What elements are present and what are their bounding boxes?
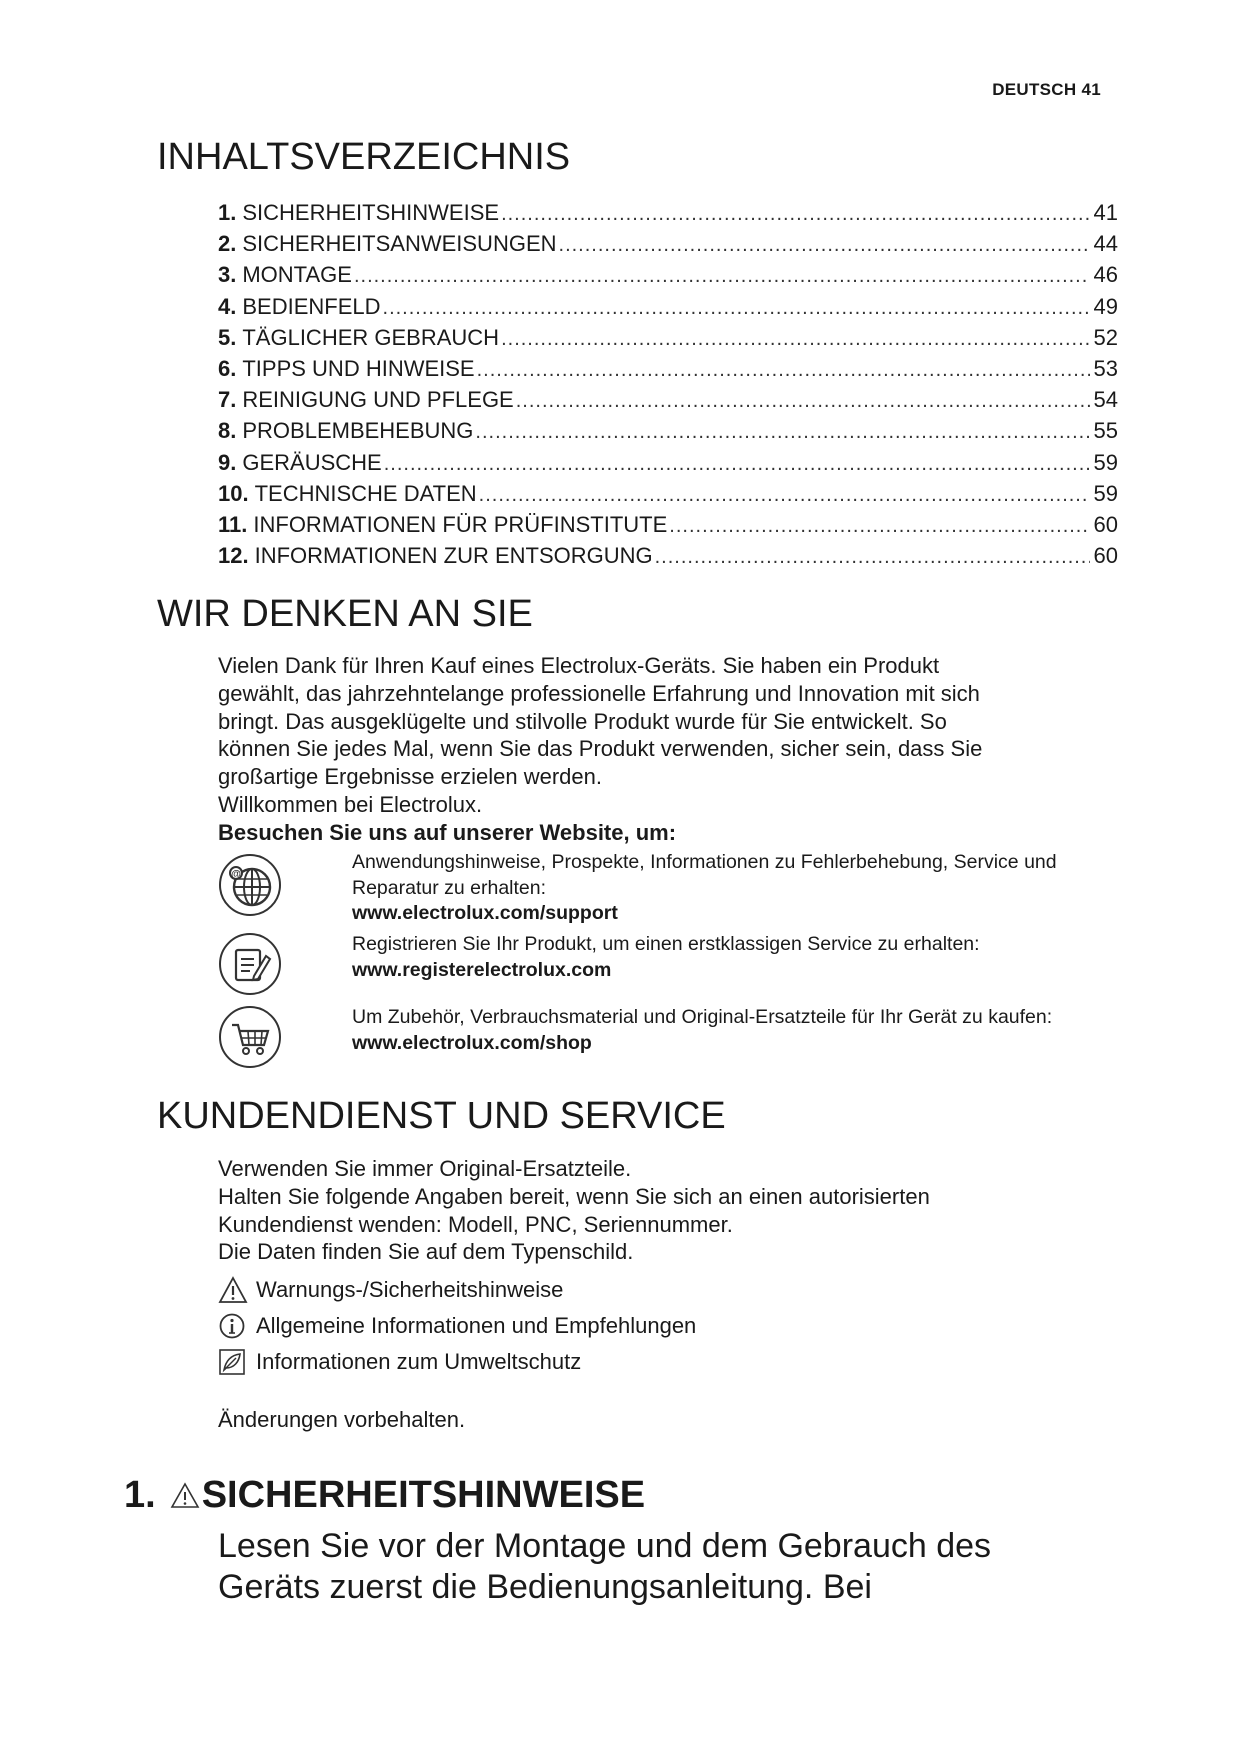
toc-item-page: 46 (1093, 262, 1118, 288)
toc-item-title: INFORMATIONEN ZUR ENTSORGUNG (254, 543, 653, 569)
thinking-line: Vielen Dank für Ihren Kauf eines Electrolux-Geräts. Sie haben ein Produkt (218, 653, 940, 678)
cart-icon (218, 1005, 282, 1069)
visit-heading: Besuchen Sie uns auf unserer Website, um: (218, 819, 677, 845)
web-support-text (352, 850, 1132, 927)
service-line: Halten Sie folgende Angaben bereit, wenn Sie sich an einen autorisierten (218, 1183, 930, 1209)
toc-item[interactable] (218, 292, 1118, 323)
page-header-language: DEUTSCH 41 (992, 80, 1101, 99)
toc-leader-dots (384, 449, 1090, 479)
toc-item-title: MONTAGE (242, 262, 352, 288)
globe-icon (218, 853, 282, 917)
shop-link[interactable]: www.electrolux.com/shop (352, 1031, 592, 1054)
toc-item[interactable] (218, 541, 1118, 572)
service-line: Kundendienst wenden: Modell, PNC, Seriennummer. (218, 1211, 733, 1237)
intro-line: Geräts zuerst die Bedienungsanleitung. Bei (218, 1568, 872, 1606)
section-1-title (124, 1476, 645, 1514)
toc-item-title: SICHERHEITSHINWEISE (242, 200, 500, 225)
service-line: Die Daten finden Sie auf dem Typenschild. (218, 1239, 634, 1265)
legend-info-label: Allgemeine Informationen und Empfehlungen (256, 1313, 697, 1338)
toc-item-page: 53 (1093, 356, 1118, 382)
toc-item-number: 1. (218, 200, 237, 225)
toc-item[interactable] (218, 323, 1118, 354)
toc-item-number: 11. (218, 512, 248, 538)
toc-title: INHALTSVERZEICHNIS (157, 136, 571, 178)
legend-warning (218, 1272, 696, 1308)
toc-item[interactable] (218, 198, 1118, 229)
toc-item-number: 5. (218, 324, 237, 350)
web-shop-text (352, 1005, 1132, 1056)
legend-warning-label: Warnungs-/Sicherheitshinweise (256, 1277, 564, 1302)
section-1-intro (218, 1526, 1118, 1608)
toc-item-title: PROBLEMBEHEBUNG (242, 418, 474, 444)
info-icon (218, 1312, 248, 1340)
warning-icon (170, 1481, 200, 1509)
web-shop-description: Um Zubehör, Verbrauchsmaterial und Original-Ersatzteile für Ihr Gerät zu kaufen: (352, 1006, 1053, 1028)
toc-item-page: 54 (1093, 387, 1118, 413)
change-notice: Änderungen vorbehalten. (218, 1407, 466, 1432)
support-link[interactable]: www.electrolux.com/support (352, 902, 618, 924)
toc-item-number: 8. (218, 418, 237, 444)
toc-leader-dots (501, 324, 1090, 354)
toc-item-number: 4. (218, 293, 237, 319)
register-link[interactable]: www.registerelectrolux.com (352, 958, 612, 981)
table-of-contents (218, 198, 1118, 572)
toc-leader-dots (383, 293, 1090, 323)
warning-icon (218, 1276, 248, 1304)
toc-item-number: 3. (218, 262, 237, 288)
legend-environment (218, 1344, 696, 1380)
toc-item[interactable] (218, 416, 1118, 447)
toc-item-page: 60 (1093, 512, 1118, 538)
toc-item[interactable] (218, 354, 1118, 385)
toc-item-page: 55 (1093, 418, 1118, 444)
toc-item-number: 10. (218, 480, 249, 506)
section-title-text: SICHERHEITSHINWEISE (201, 1474, 646, 1516)
toc-item-number: 12. (218, 543, 249, 569)
leaf-icon (218, 1348, 248, 1376)
toc-item-page: 59 (1093, 449, 1118, 475)
intro-line: Lesen Sie vor der Montage und dem Gebrauch des (218, 1527, 992, 1565)
web-register-text (352, 932, 1132, 983)
toc-item[interactable] (218, 479, 1118, 510)
service-title: KUNDENDIENST UND SERVICE (157, 1095, 726, 1137)
toc-item[interactable] (218, 510, 1118, 541)
toc-leader-dots (354, 261, 1090, 291)
thinking-title: WIR DENKEN AN SIE (157, 593, 533, 635)
thinking-text (218, 652, 1098, 847)
toc-item-title: INFORMATIONEN FÜR PRÜFINSTITUTE (253, 512, 668, 538)
toc-leader-dots (475, 417, 1090, 447)
service-line: Verwenden Sie immer Original-Ersatzteile. (218, 1156, 632, 1181)
toc-item-title: SICHERHEITSANWEISUNGEN (242, 231, 557, 257)
toc-item-page: 59 (1093, 480, 1118, 506)
thinking-line: gewählt, das jahrzehntelange professionelle Erfahrung und Innovation mit sich (218, 680, 980, 706)
toc-item-number: 6. (218, 356, 237, 382)
legend-environment-label: Informationen zum Umweltschutz (256, 1349, 582, 1374)
toc-item[interactable] (218, 448, 1118, 479)
toc-item-number: 7. (218, 387, 237, 413)
toc-item[interactable] (218, 385, 1118, 416)
toc-item[interactable] (218, 229, 1118, 260)
toc-leader-dots (477, 355, 1090, 385)
thinking-line: können Sie jedes Mal, wenn Sie das Produkt verwenden, sicher sein, dass Sie (218, 736, 983, 762)
toc-item-title: TECHNISCHE DATEN (254, 480, 477, 506)
toc-item-page: 41 (1093, 200, 1118, 225)
toc-leader-dots (559, 230, 1090, 260)
toc-leader-dots (501, 199, 1090, 229)
web-support-description: Anwendungshinweise, Prospekte, Informationen zu Fehlerbehebung, Service und Reparatur zu erhalten: (352, 851, 1057, 899)
symbol-legend (218, 1272, 696, 1380)
toc-item-page: 52 (1093, 324, 1118, 350)
toc-item-page: 44 (1093, 231, 1118, 257)
toc-item-number: 2. (218, 231, 237, 257)
web-register-description: Registrieren Sie Ihr Produkt, um einen erstklassigen Service zu erhalten: (352, 933, 980, 955)
toc-item-title: BEDIENFELD (242, 293, 381, 319)
toc-item-title: TIPPS UND HINWEISE (242, 356, 475, 382)
toc-item-title: TÄGLICHER GEBRAUCH (242, 324, 500, 350)
thinking-line: bringt. Das ausgeklügelte und stilvolle Produkt wurde für Sie entwickelt. So (218, 708, 947, 734)
toc-leader-dots (516, 386, 1090, 416)
service-text (218, 1155, 1098, 1266)
section-number: 1. (124, 1474, 156, 1516)
toc-leader-dots (655, 542, 1090, 572)
toc-item[interactable] (218, 260, 1118, 291)
svg-text:@: @ (231, 869, 241, 880)
register-icon (218, 932, 282, 996)
toc-item-title: GERÄUSCHE (242, 449, 382, 475)
toc-leader-dots (479, 480, 1090, 510)
toc-leader-dots (669, 511, 1090, 541)
thinking-line: Willkommen bei Electrolux. (218, 791, 483, 817)
toc-item-title: REINIGUNG UND PFLEGE (242, 387, 514, 413)
toc-item-page: 60 (1093, 543, 1118, 569)
toc-item-page: 49 (1093, 293, 1118, 319)
thinking-line: großartige Ergebnisse erzielen werden. (218, 764, 602, 790)
toc-item-number: 9. (218, 449, 237, 475)
legend-info (218, 1308, 696, 1344)
